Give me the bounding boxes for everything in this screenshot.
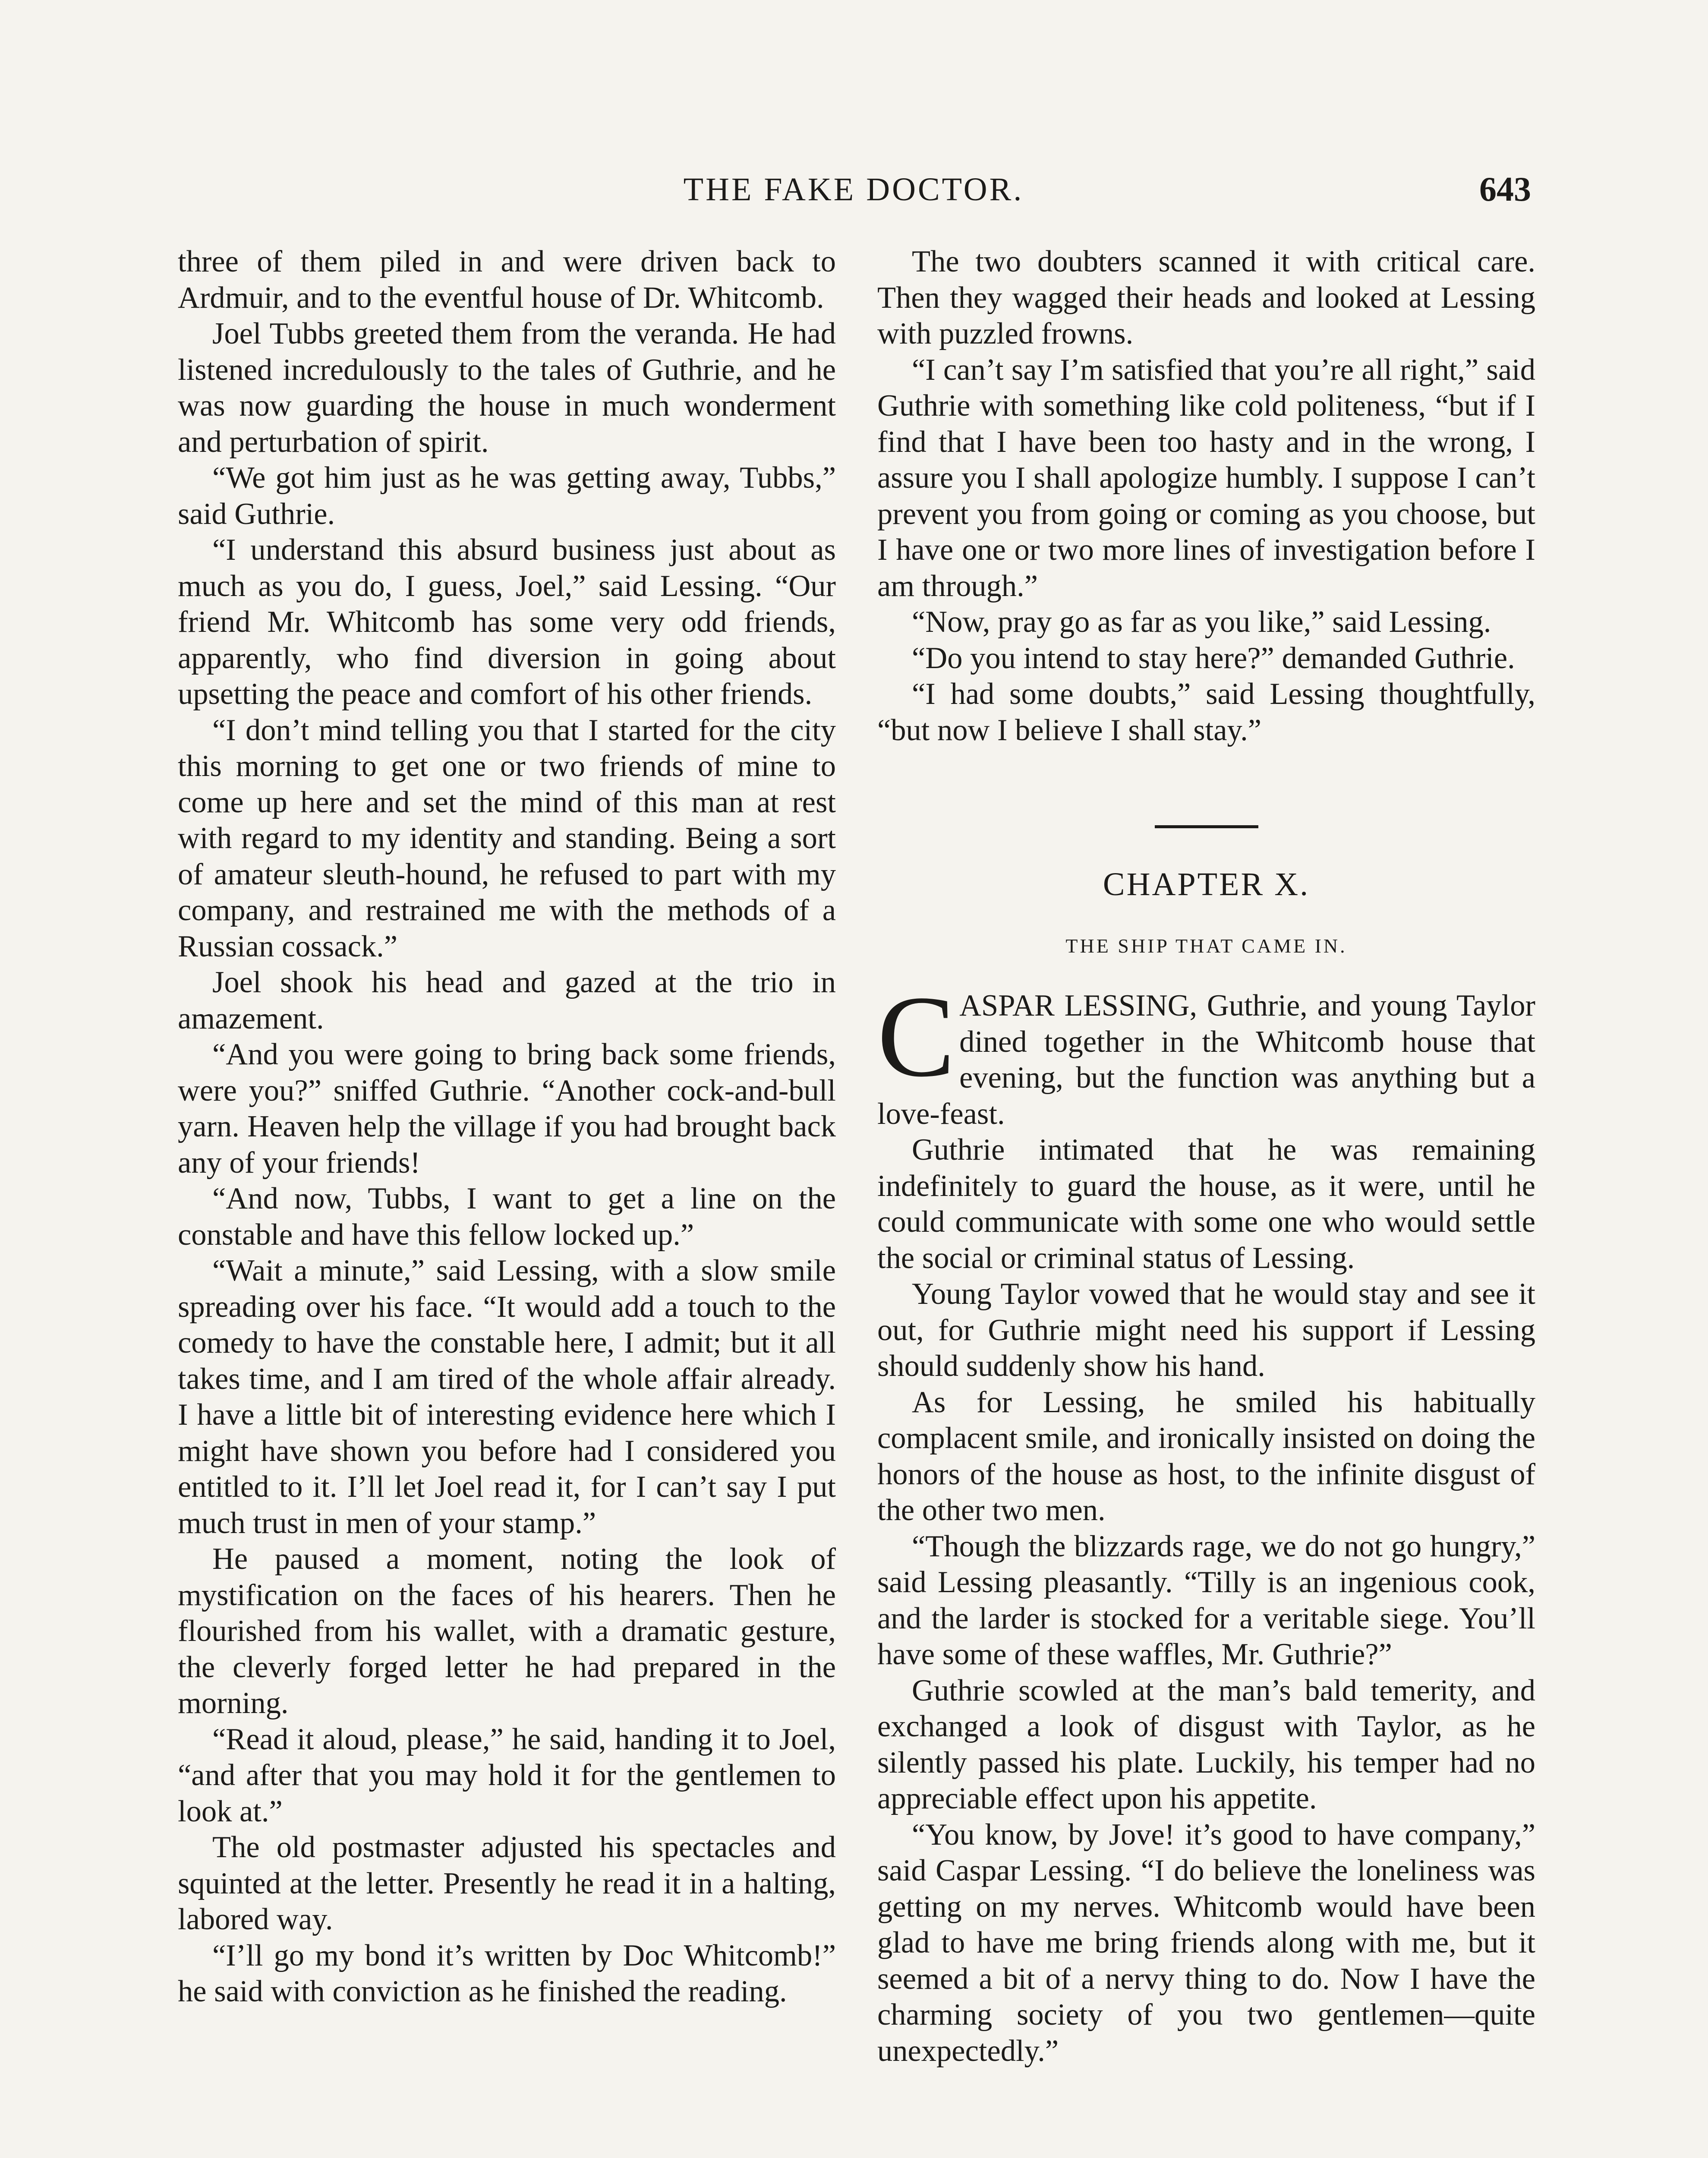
paragraph: The two doubters scanned it with critical care. Then they wagged their heads and looked at Lessing with puzzled frowns. [877,245,1535,350]
paragraph: three of them piled in and were driven back to Ardmuir, and to the eventful house of Dr. Whitcomb. [178,245,836,315]
chapter-opening-text: ASPAR LESSING, Guthrie, and young Taylor dined together in the Whitcomb house that evening, but the function was anything but a love-feast. [877,989,1535,1131]
paragraph: The old postmaster adjusted his spectacles and squinted at the letter. Presently he read it in a halting, labored way. [178,1830,836,1936]
paragraph: Joel Tubbs greeted them from the veranda. He had listened incredulously to the tales of Guthrie, and he was now guarding the house in much wonderment and perturbation of spirit. [178,317,836,459]
paragraph: “And now, Tubbs, I want to get a line on the constable and have this fellow locked up.” [178,1182,836,1252]
paragraph: “I understand this absurd business just about as much as you do, I guess, Joel,” said Lessing. “Our friend Mr. Whitcomb has some very odd friends, apparently, who find diversion in going about upsetting the peace and comfort of his other friends. [178,533,836,711]
paragraph: “You know, by Jove! it’s good to have company,” said Caspar Lessing. “I do believe the loneliness was getting on my nerves. Whitcomb would have been glad to have me bring friends along with me, but it seemed a bit of a nervy thing to do. Now I have the charming society of you two gentlemen—quite unexpectedly.” [877,1817,1535,2068]
chapter-subtitle: THE SHIP THAT CAME IN. [1065,935,1347,957]
paragraph: “Wait a minute,” said Lessing, with a slow smile spreading over his face. “It would add a touch to the comedy to have the constable here, I admit; but it all takes time, and I am tired of the whole affair already. I have a little bit of interesting evidence here which I might have shown you before had I considered you entitled to it. I’ll let Joel read it, for I can’t say I put much trust in men of your stamp.” [178,1254,836,1540]
paragraph: “Read it aloud, please,” he said, handing it to Joel, “and after that you may hold it for the gentlemen to look at.” [178,1722,836,1828]
running-title: THE FAKE DOCTOR. [683,171,1024,208]
paragraph: Guthrie scowled at the man’s bald temerity, and exchanged a look of disgust with Taylor, as he silently passed his plate. Luckily, his temper had no appreciable effect upon his appetite. [877,1673,1535,1815]
page-number: 643 [1479,170,1531,208]
paragraph: Young Taylor vowed that he would stay and see it out, for Guthrie might need his support if Lessing should suddenly show his hand. [877,1277,1535,1383]
running-head [176,166,1531,213]
paragraph: “I had some doubts,” said Lessing thoughtfully, “but now I believe I shall stay.” [877,677,1535,747]
chapter-opening-paragraph [877,972,1535,1132]
paragraph: “I don’t mind telling you that I started for the city this morning to get one or two friends of mine to come up here and set the mind of this man at rest with regard to my identity and standing. Being a sort of amateur sleuth-hound, he refused to part with my company, and restrained me with the methods of a Russian cossack.” [178,713,836,963]
left-column [178,244,836,2010]
paragraph: “We got him just as he was getting away, Tubbs,” said Guthrie. [178,461,836,531]
drop-cap: C [877,972,955,1101]
paragraph: Joel shook his head and gazed at the trio in amazement. [178,965,836,1035]
right-column [877,244,1535,2069]
paragraph: “I’ll go my bond it’s written by Doc Whitcomb!” he said with conviction as he finished the reading. [178,1938,836,2008]
section-divider [1155,825,1258,828]
paragraph: “I can’t say I’m satisfied that you’re all right,” said Guthrie with something like cold politeness, “but if I find that I have been too hasty and in the wrong, I assure you I shall apologize humbly. I suppose I can’t prevent you from going or coming as you choose, but I have one or two more lines of investigation before I am through.” [877,353,1535,603]
chapter-title: CHAPTER X. [1103,866,1310,902]
paragraph: “Now, pray go as far as you like,” said Lessing. [912,605,1491,639]
paragraph: As for Lessing, he smiled his habitually complacent smile, and ironically insisted on doing the honors of the house as host, to the infinite disgust of the other two men. [877,1385,1535,1527]
paragraph: He paused a moment, noting the look of mystification on the faces of his hearers. Then he flourished from his wallet, with a dramatic gesture, the cleverly forged letter he had prepared in the morning. [178,1542,836,1720]
paragraph: Guthrie intimated that he was remaining indefinitely to guard the house, as it were, until he could communicate with some one who would settle the social or criminal status of Lessing. [877,1133,1535,1275]
paragraph: “Do you intend to stay here?” demanded Guthrie. [912,641,1515,675]
paragraph: “Though the blizzards rage, we do not go hungry,” said Lessing pleasantly. “Tilly is an ingenious cook, and the larder is stocked for a veritable siege. You’ll have some of these waffles, Mr. Guthrie?” [877,1529,1535,1671]
paragraph: “And you were going to bring back some friends, were you?” sniffed Guthrie. “Another cock-and-bull yarn. Heaven help the village if you had brought back any of your friends! [178,1038,836,1180]
